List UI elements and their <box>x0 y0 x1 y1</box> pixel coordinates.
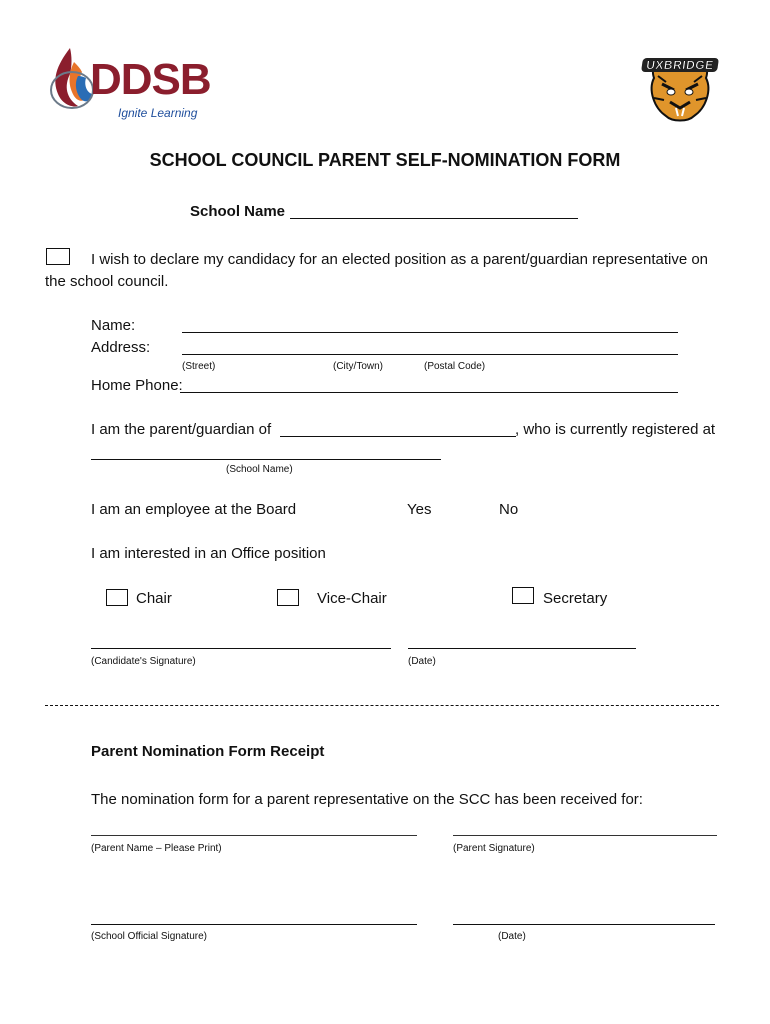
parent-name-hint: (Parent Name – Please Print) <box>91 843 222 854</box>
receipt-heading: Parent Nomination Form Receipt <box>91 743 325 760</box>
chair-checkbox[interactable] <box>106 589 128 606</box>
child-name-field[interactable] <box>280 436 516 437</box>
secretary-option-label: Secretary <box>543 590 608 607</box>
candidate-signature-hint: (Candidate's Signature) <box>91 656 196 667</box>
ddsb-tagline: Ignite Learning <box>118 106 198 120</box>
address-field[interactable] <box>182 354 678 355</box>
street-hint: (Street) <box>182 361 216 372</box>
cut-line-divider <box>45 705 719 706</box>
secretary-checkbox[interactable] <box>512 587 534 604</box>
city-hint: (City/Town) <box>333 361 384 372</box>
school-name-hint: (School Name) <box>226 464 293 475</box>
address-label: Address: <box>91 339 151 356</box>
official-signature-hint: (School Official Signature) <box>91 931 207 942</box>
home-phone-field[interactable] <box>180 392 678 393</box>
declaration-checkbox[interactable] <box>46 248 70 265</box>
receipt-date-hint: (Date) <box>498 931 526 942</box>
registered-school-field[interactable] <box>91 459 441 460</box>
ddsb-wordmark: DDSB <box>90 55 211 104</box>
parent-name-field[interactable] <box>91 835 417 836</box>
home-phone-label: Home Phone: <box>91 377 183 394</box>
school-crest <box>640 56 720 126</box>
school-name-label: School Name <box>190 203 286 220</box>
crest-text: UXBRIDGE <box>641 58 719 72</box>
vice-chair-checkbox[interactable] <box>277 589 299 606</box>
receipt-date-field[interactable] <box>453 924 715 925</box>
office-label: I am interested in an Office position <box>91 545 326 562</box>
vice-chair-option-label: Vice-Chair <box>317 590 387 607</box>
postal-code-hint: (Postal Code) <box>424 361 486 372</box>
guardian-suffix: , who is currently registered at <box>515 421 716 438</box>
chair-option-label: Chair <box>136 590 172 607</box>
employee-label: I am an employee at the Board <box>91 501 297 518</box>
official-signature-field[interactable] <box>91 924 417 925</box>
guardian-prefix: I am the parent/guardian of <box>91 421 272 438</box>
form-title: SCHOOL COUNCIL PARENT SELF-NOMINATION FORM <box>149 150 621 170</box>
declaration-line-1: I wish to declare my candidacy for an elected position as a parent/guardian representative on <box>91 251 709 268</box>
candidate-date-field[interactable] <box>408 648 636 649</box>
parent-signature-field[interactable] <box>453 835 717 836</box>
receipt-statement: The nomination form for a parent representative on the SCC has been received for: <box>91 791 643 808</box>
ddsb-logo <box>48 44 218 126</box>
declaration-line-2: the school council. <box>45 273 169 290</box>
parent-signature-hint: (Parent Signature) <box>453 843 535 854</box>
employee-no-option[interactable]: No <box>499 501 519 518</box>
name-label: Name: <box>91 317 136 334</box>
candidate-date-hint: (Date) <box>408 656 436 667</box>
employee-yes-option[interactable]: Yes <box>407 501 432 518</box>
name-field[interactable] <box>182 332 678 333</box>
candidate-signature-field[interactable] <box>91 648 391 649</box>
flame-icon <box>48 46 96 112</box>
school-name-field[interactable] <box>290 218 578 219</box>
